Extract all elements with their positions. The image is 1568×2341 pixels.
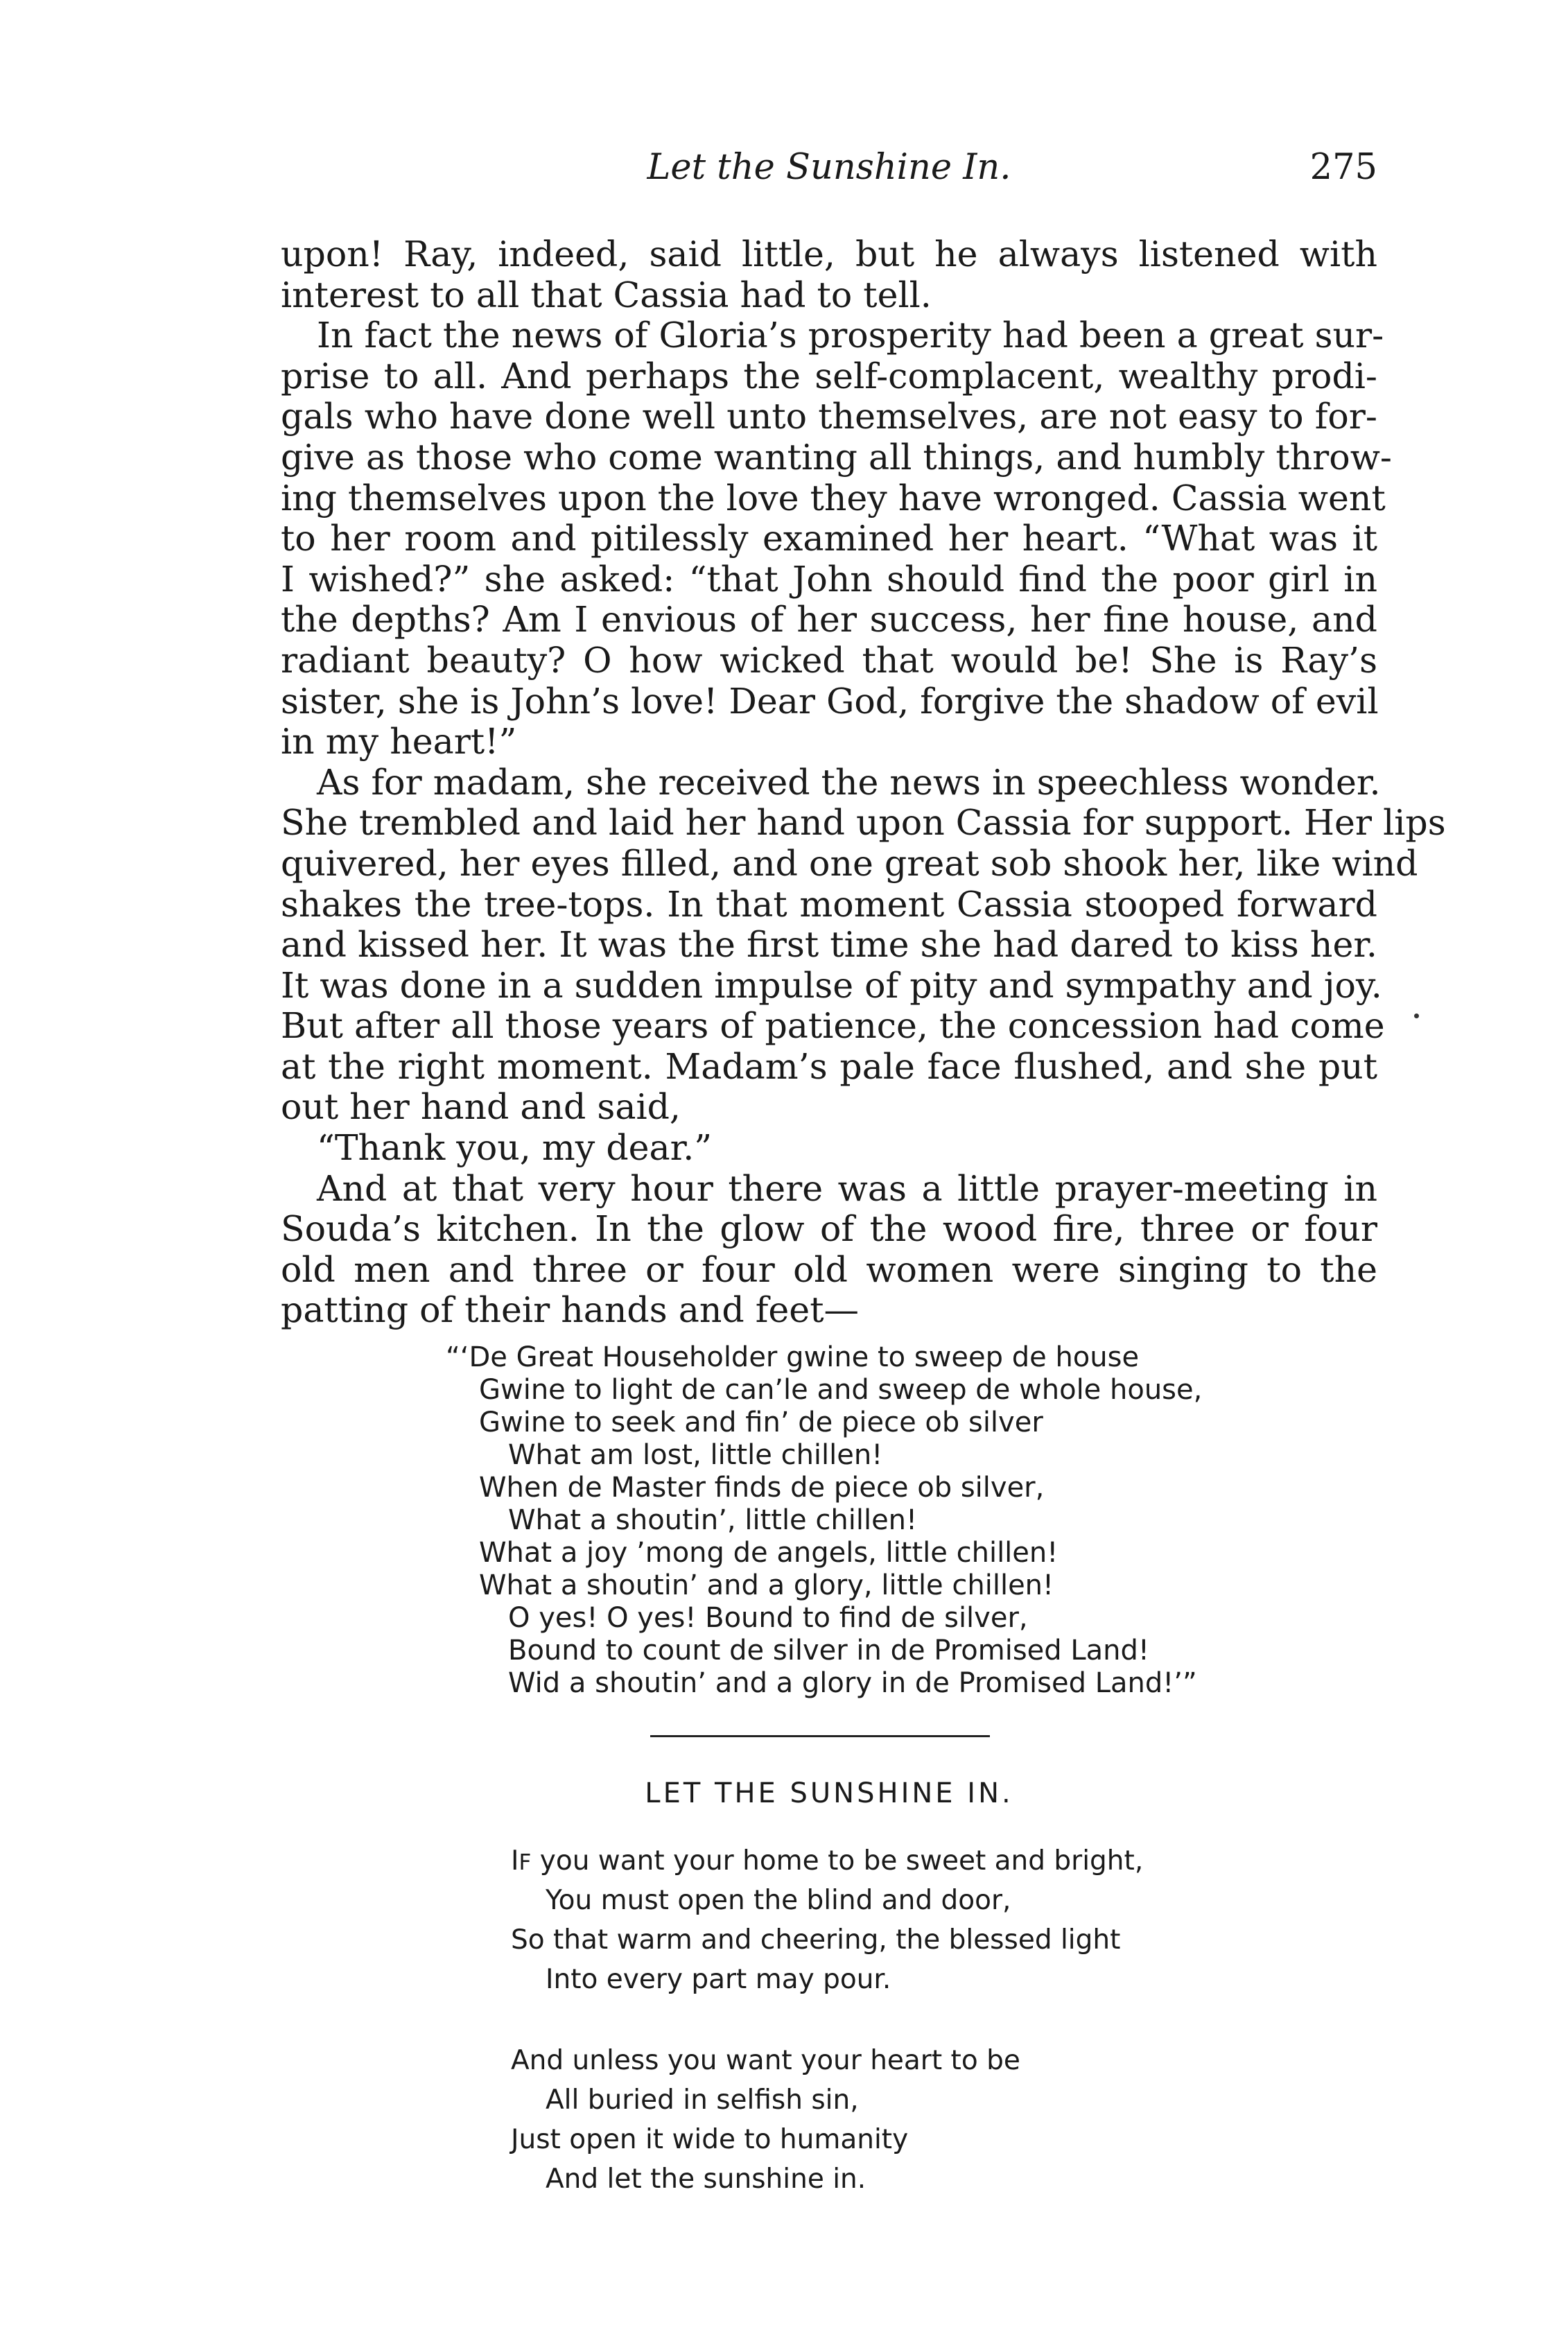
song-line: Gwine to light de can’le and sweep de whole house, [479, 1374, 1203, 1406]
prose-line: shakes the tree-tops. In that moment Cassia stooped forward [281, 883, 1377, 925]
prose-line: In fact the news of Gloria’s prosperity had been a great sur- [317, 315, 1384, 356]
song-line: What a joy ’mong de angels, little chillen! [479, 1537, 1059, 1569]
poem [511, 1841, 1143, 2199]
page-number: 275 [1309, 147, 1377, 188]
prose-line: and kissed her. It was the first time she had dared to kiss her. [281, 924, 1377, 966]
stray-ink-dot [1414, 1013, 1419, 1018]
running-head [281, 147, 1377, 189]
prose-line: ing themselves upon the love they have wronged. Cassia went [281, 477, 1386, 519]
song-line: What am lost, little chillen! [508, 1439, 883, 1471]
prose-line: interest to all that Cassia had to tell. [281, 274, 932, 315]
prose-line: out her hand and said, [281, 1086, 681, 1128]
song-quotation [446, 1341, 1202, 1700]
prose-line: Souda’s kitchen. In the glow of the wood fire, three or four [281, 1208, 1377, 1250]
song-line: What a shoutin’ and a glory, little chillen! [479, 1569, 1054, 1601]
prose-line: in my heart!” [281, 721, 517, 763]
prose-line: prise to all. And perhaps the self-complacent, wealthy prodi- [281, 355, 1377, 397]
prose-line: to her room and pitilessly examined her heart. “What was it [281, 518, 1377, 559]
poem-line: So that warm and cheering, the blessed light [511, 1924, 1121, 1956]
prose-line: give as those who come wanting all things, and humbly throw- [281, 436, 1392, 478]
song-line: Wid a shoutin’ and a glory in de Promised Land!’” [508, 1667, 1197, 1699]
prose-line: sister, she is John’s love! Dear God, forgive the shadow of evil [281, 680, 1379, 722]
poem-line: All buried in selfish sin, [546, 2085, 859, 2116]
prose-line: “Thank you, my dear.” [317, 1127, 713, 1169]
stanza-break [511, 1999, 1143, 2041]
poem-line: Into every part may pour. [546, 1964, 891, 1995]
prose-line: She trembled and laid her hand upon Cassia for support. Her lips [281, 802, 1446, 844]
poem-line [511, 1841, 1143, 1881]
song-line: Bound to count de silver in de Promised Land! [508, 1635, 1149, 1666]
prose-line: at the right moment. Madam’s pale face flushed, and she put [281, 1045, 1377, 1087]
poem-line: And unless you want your heart to be [511, 2045, 1020, 2076]
prose-line: I wished?” she asked: “that John should find the poor girl in [281, 558, 1377, 600]
poem-title: LET THE SUNSHINE IN. [645, 1777, 1013, 1809]
song-line: “‘De Great Householder gwine to sweep de house [446, 1341, 1140, 1373]
prose-line: old men and three or four old women were singing to the [281, 1248, 1377, 1290]
song-line: O yes! O yes! Bound to find de silver, [508, 1602, 1028, 1634]
prose-line: And at that very hour there was a little prayer-meeting in [317, 1167, 1377, 1209]
prose-line: radiant beauty? O how wicked that would be! She is Ray’s [281, 639, 1377, 681]
section-divider [650, 1735, 990, 1737]
prose-line: patting of their hands and feet— [281, 1289, 859, 1331]
song-line: When de Master finds de piece ob silver, [479, 1472, 1045, 1504]
prose-line: As for madam, she received the news in speechless wonder. [317, 761, 1381, 803]
poem-line-rest: you want your home to be sweet and bright, [531, 1845, 1144, 1877]
poem-line: You must open the blind and door, [546, 1885, 1011, 1916]
running-title: Let the Sunshine In. [647, 147, 1011, 188]
prose-line: It was done in a sudden impulse of pity and sympathy and joy. [281, 964, 1382, 1006]
poem-line: And let the sunshine in. [546, 2164, 866, 2195]
prose-line: But after all those years of patience, the concession had come [281, 1005, 1385, 1047]
prose-line: gals who have done well unto themselves, are not easy to for- [281, 396, 1377, 437]
song-line: What a shoutin’, little chillen! [508, 1504, 918, 1536]
prose-body [281, 234, 1446, 1331]
prose-line: the depths? Am I envious of her success, her fine house, and [281, 599, 1377, 641]
small-cap-letter: F [519, 1850, 532, 1875]
prose-line: quivered, her eyes filled, and one great sob shook her, like wind [281, 842, 1418, 884]
drop-initial: I [511, 1845, 519, 1877]
prose-line: upon! Ray, indeed, said little, but he always listened with [281, 234, 1377, 275]
poem-line: Just open it wide to humanity [511, 2124, 909, 2155]
song-line: Gwine to seek and fin’ de piece ob silver [479, 1407, 1043, 1438]
